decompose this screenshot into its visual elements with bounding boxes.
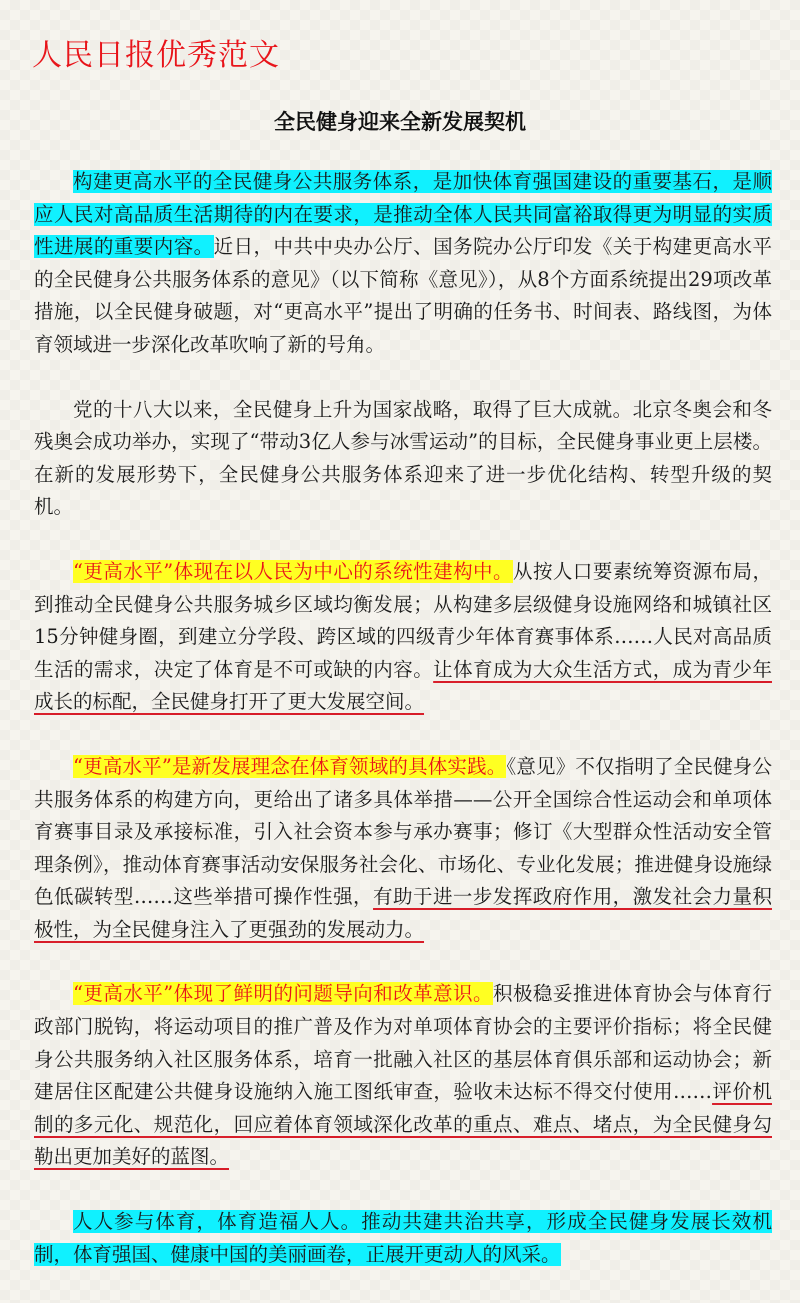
paragraph-text: 《意见》不仅指明了全民健身公共服务体系的构建方向，更给出了诸多具体举措——公开全国综合性运动会和单项体育赛事目录及承接标准，引入社会资本参与承办赛事；修订《大型群众性活动安全管理条例》，推动体育赛事活动安保服务社会化、市场化、专业化发展；推进健身设施绿色低碳转型……这些举措可操作性强， <box>34 754 772 909</box>
paragraph-2 <box>34 394 772 524</box>
page-header-title: 人民日报优秀范文 <box>32 38 280 73</box>
paragraph-text: 近日，中共中央办公厅、国务院办公厅印发《关于构建更高水平的全民健身公共服务体系的意见》（以下简称《意见》），从8个方面系统提出29项改革措施，以全民健身破题，对“更高水平”提出了明确的任务书、时间表、路线图，为体育领域进一步深化改革吹响了新的号角。 <box>34 235 772 356</box>
article-body <box>34 166 772 1303</box>
underlined-conclusion: 让体育成为大众生活方式，成为青少年成长的标配，全民健身打开了更大发展空间。 <box>34 657 772 714</box>
paragraph-text: 积极稳妥推进体育协会与体育行政部门脱钩，将运动项目的推广普及作为对单项体育协会的主要评价指标；将全民健身公共服务纳入社区服务体系，培育一批融入社区的基层体育俱乐部和运动协会；新建居住区配建公共健身设施纳入施工图纸审查，验收未达标不得交付使用…… <box>34 982 772 1104</box>
article-title: 全民健身迎来全新发展契机 <box>274 110 526 134</box>
underlined-conclusion: 有助于进一步发挥政府作用，激发社会力量积极性，为全民健身注入了更强劲的发展动力。 <box>34 885 772 941</box>
paragraph-3 <box>34 556 772 719</box>
subheading-highlight: “更高水平”体现了鲜明的问题导向和改革意识。 <box>73 982 494 1006</box>
paragraph-text: 从按人口要素统筹资源布局，到推动全民健身公共服务城乡区域均衡发展；从构建多层级健身设施网络和城镇社区15分钟健身圈，到建立分学段、跨区域的四级青少年体育赛事体系……人民对高品质生活的需求，决定了体育是不可或缺的内容。 <box>34 559 772 681</box>
paragraph-1 <box>34 166 772 362</box>
paragraph-5 <box>34 978 772 1174</box>
highlighted-thesis: 构建更高水平的全民健身公共服务体系，是加快体育强国建设的重要基石，是顺应人民对高品质生活期待的内在要求，是推动全体人民共同富裕取得更为明显的实质性进展的重要内容。 <box>34 170 772 259</box>
subheading-highlight: “更高水平”体现在以人民为中心的系统性建构中。 <box>73 559 513 583</box>
underlined-conclusion: 评价机制的多元化、规范化，回应着体育领域深化改革的重点、难点、堵点，为全民健身勾勒出更加美好的蓝图。 <box>34 1080 772 1169</box>
paragraph-4 <box>34 751 772 947</box>
subheading-highlight: “更高水平”是新发展理念在体育领域的具体实践。 <box>73 754 507 778</box>
paragraph-text: 党的十八大以来，全民健身上升为国家战略，取得了巨大成就。北京冬奥会和冬残奥会成功举办，实现了“带动3亿人参与冰雪运动”的目标，全民健身事业更上层楼。在新的发展形势下，全民健身公共服务体系迎来了进一步优化结构、转型升级的契机。 <box>34 397 772 519</box>
highlighted-closing: 人人参与体育，体育造福人人。推动共建共治共享，形成全民健身发展长效机制，体育强国、健康中国的美丽画卷，正展开更动人的风采。 <box>34 1210 772 1266</box>
paragraph-6 <box>34 1206 772 1271</box>
